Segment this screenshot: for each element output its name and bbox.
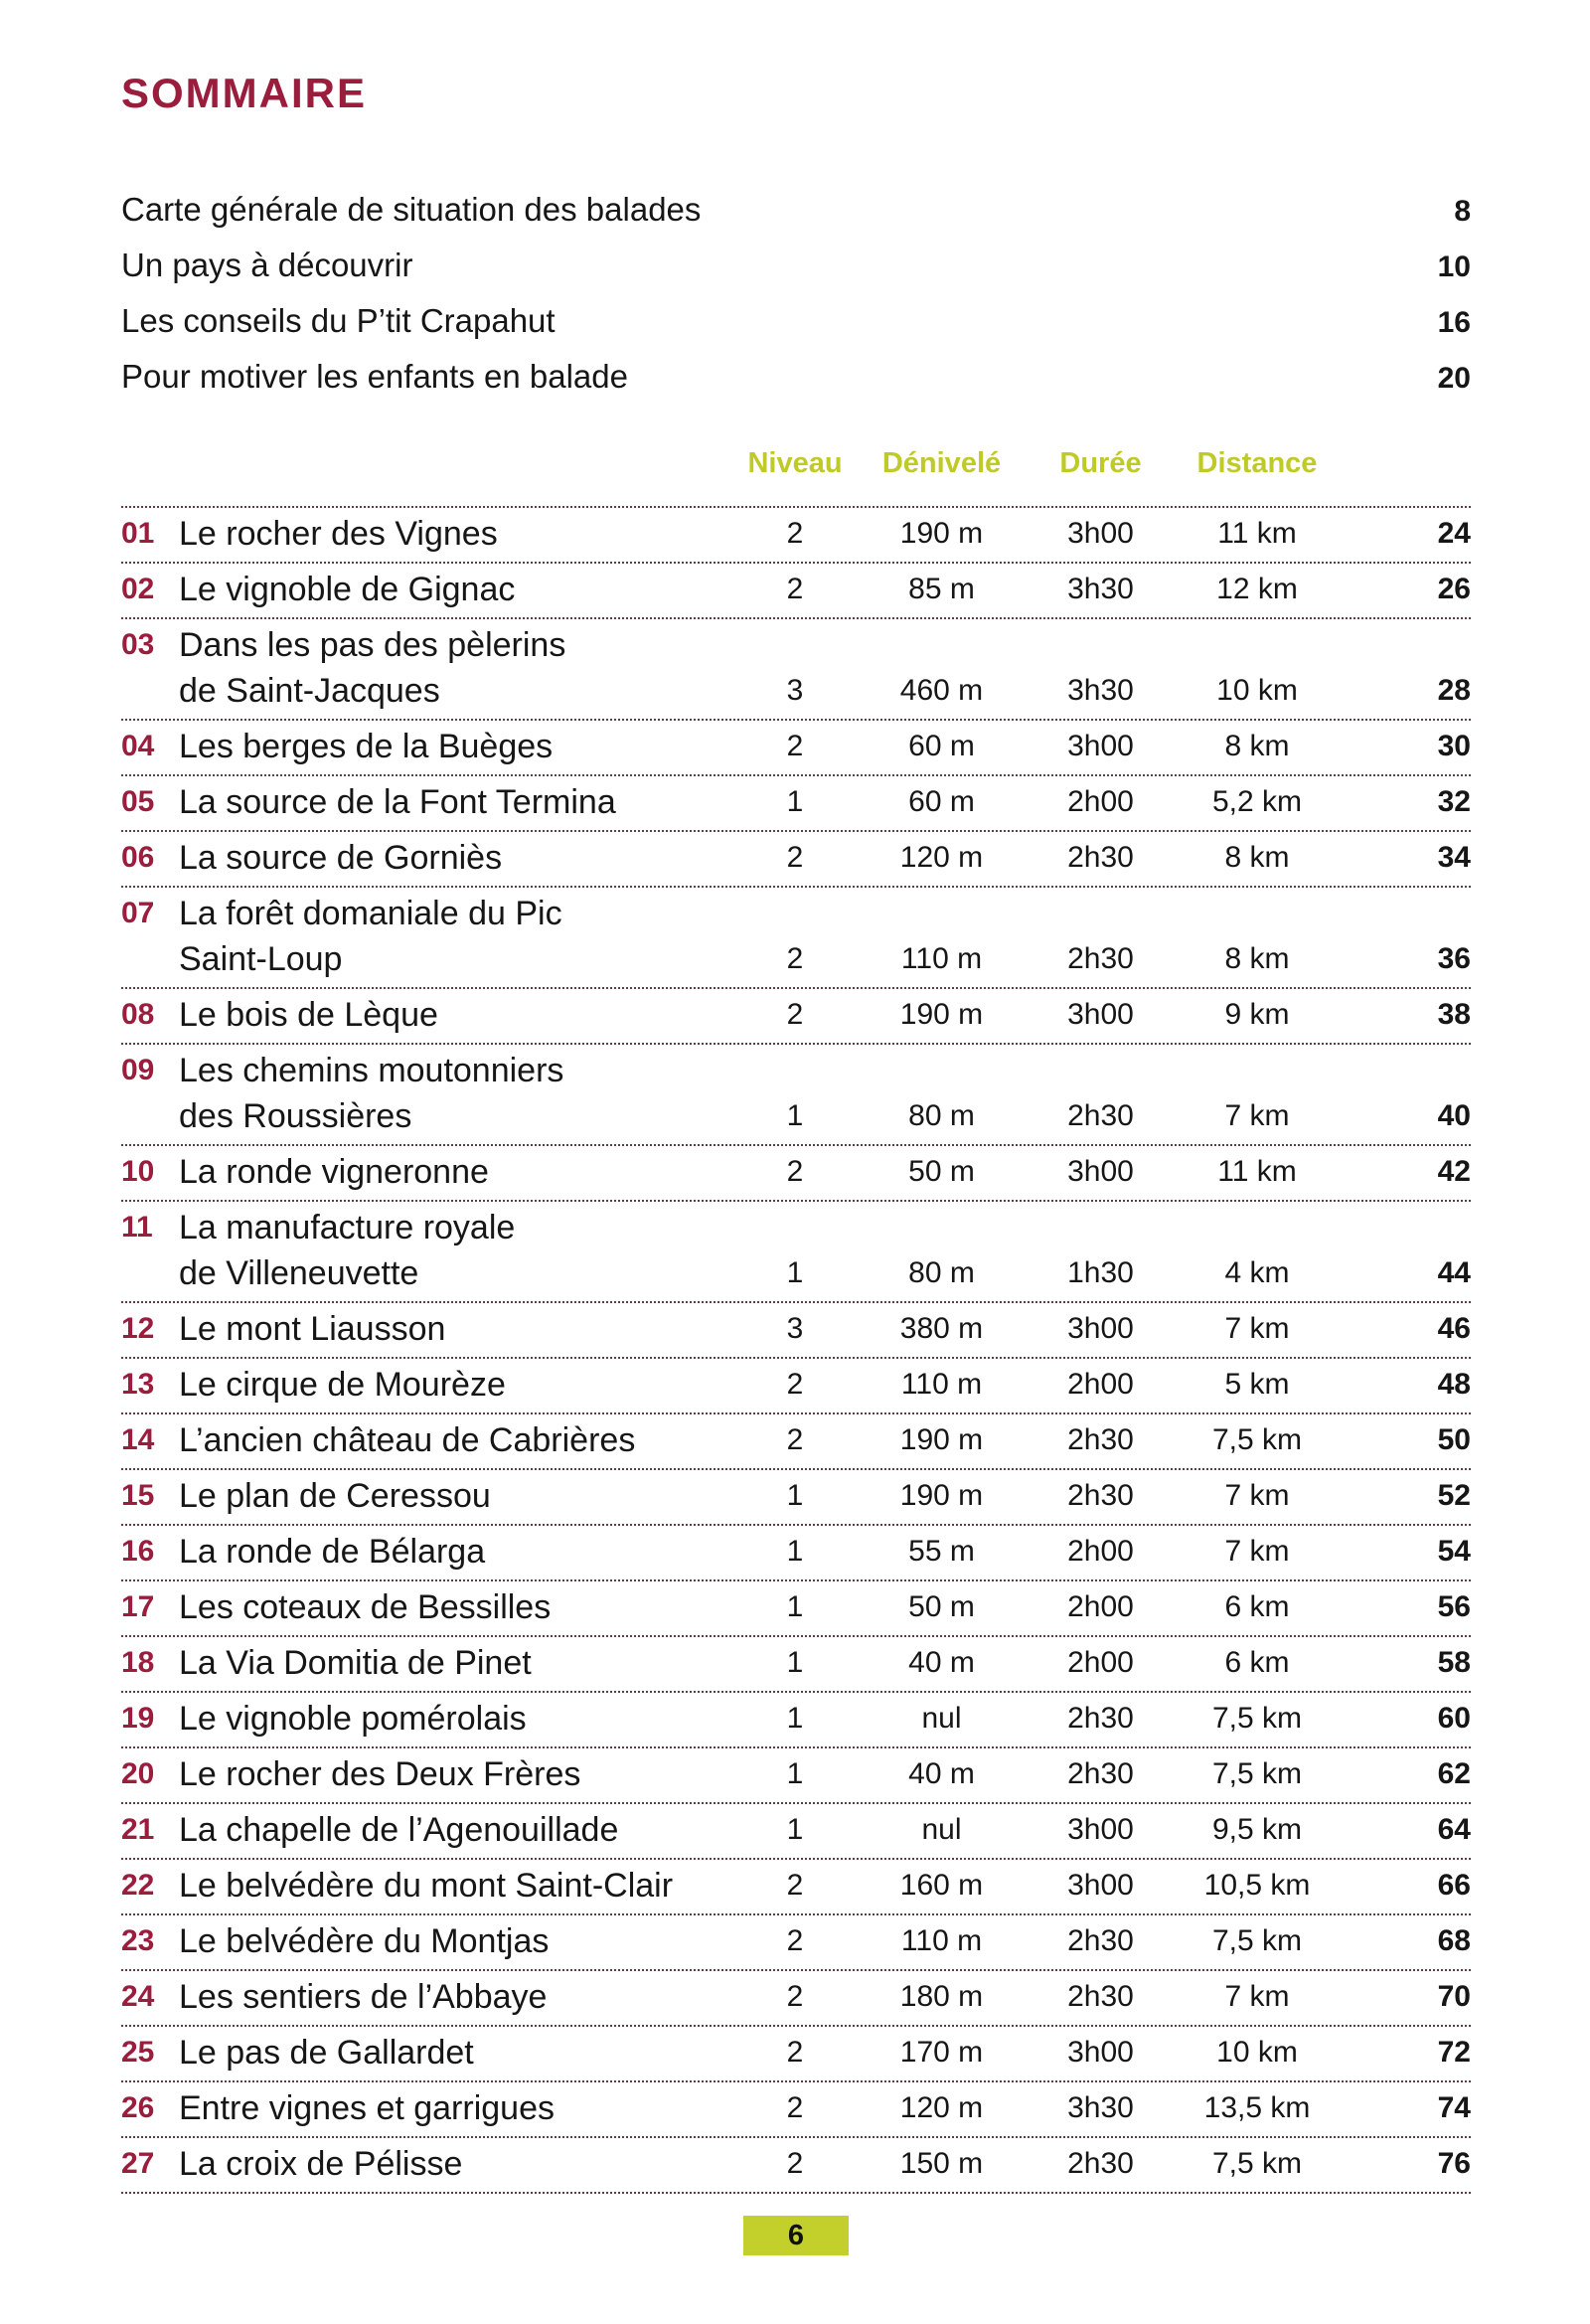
- entry-niveau: 2: [786, 1423, 804, 1456]
- entry-title: Le vignoble pomérolais: [179, 1700, 527, 1738]
- entry-title: Le vignoble de Gignac: [179, 571, 516, 608]
- entry-duree: 2h00: [1067, 1590, 1134, 1623]
- entry-page-number: 58: [1437, 1646, 1471, 1679]
- entry-niveau: 2: [786, 1869, 804, 1902]
- entry-denivele: 50 m: [908, 1155, 975, 1188]
- entry-number: 15: [121, 1479, 155, 1512]
- entry-niveau: 2: [786, 1155, 804, 1188]
- intro-item: [121, 302, 1471, 358]
- entry-number: 18: [121, 1646, 155, 1679]
- entry-denivele: 190 m: [899, 517, 984, 550]
- entry-title: La chapelle de l’Agenouillade: [179, 1811, 619, 1849]
- entry-denivele: 120 m: [899, 841, 984, 874]
- entry-number: 17: [121, 1590, 155, 1623]
- entry-number: 22: [121, 1869, 155, 1902]
- entry-distance: 7 km: [1224, 1479, 1290, 1512]
- entry-denivele: 380 m: [899, 1312, 984, 1345]
- table-row: [121, 776, 1471, 832]
- entry-distance: 5,2 km: [1211, 785, 1303, 818]
- entry-denivele: 85 m: [908, 573, 975, 605]
- entry-distance: 8 km: [1224, 841, 1290, 874]
- header-spacer-title: [179, 447, 735, 480]
- entry-page-number: 60: [1437, 1702, 1471, 1735]
- intro-list: [121, 191, 1471, 414]
- intro-item-label: Les conseils du P’tit Crapahut: [121, 302, 556, 339]
- entry-distance: 4 km: [1224, 1256, 1290, 1289]
- entry-title: La Via Domitia de Pinet: [179, 1644, 532, 1682]
- entry-duree: 2h00: [1067, 785, 1134, 818]
- entry-distance: 7 km: [1224, 1099, 1290, 1132]
- entry-niveau: 2: [786, 1368, 804, 1401]
- table-row: [121, 721, 1471, 776]
- entry-title: La ronde de Bélarga: [179, 1533, 486, 1571]
- entry-duree: 3h00: [1067, 517, 1134, 550]
- table-row: [121, 1202, 1471, 1303]
- entry-page-number: 50: [1437, 1423, 1471, 1456]
- intro-item-page-number: 10: [1437, 250, 1471, 283]
- table-row: [121, 1804, 1471, 1860]
- entry-niveau: 2: [786, 841, 804, 874]
- entry-title: La croix de Pélisse: [179, 2145, 463, 2183]
- entry-duree: 3h00: [1067, 730, 1134, 762]
- intro-item-label: Pour motiver les enfants en balade: [121, 358, 628, 395]
- entry-number: 08: [121, 998, 155, 1031]
- entry-denivele: 80 m: [908, 1099, 975, 1132]
- entry-number: 26: [121, 2091, 155, 2124]
- entry-niveau: 3: [786, 674, 804, 707]
- entry-page-number: 76: [1437, 2147, 1471, 2180]
- table-row: [121, 1971, 1471, 2027]
- entry-duree: 3h00: [1067, 2036, 1134, 2069]
- entry-denivele: 190 m: [899, 998, 984, 1031]
- entry-title: Le mont Liausson: [179, 1310, 446, 1348]
- entry-page-number: 34: [1437, 841, 1471, 874]
- entry-number: 05: [121, 785, 155, 818]
- table-row: [121, 2138, 1471, 2194]
- entry-page-number: 66: [1437, 1869, 1471, 1902]
- entry-page-number: 30: [1437, 730, 1471, 762]
- table-row: [121, 1915, 1471, 1971]
- intro-item: [121, 358, 1471, 414]
- intro-item: [121, 191, 1471, 247]
- page-title: SOMMAIRE: [121, 70, 367, 116]
- entry-number: 07: [121, 897, 155, 929]
- entry-denivele: 80 m: [908, 1256, 975, 1289]
- column-header-distance: Distance: [1196, 447, 1318, 479]
- table-row: [121, 1359, 1471, 1414]
- column-header-niveau: Niveau: [747, 447, 843, 479]
- entry-title: La ronde vigneronne: [179, 1153, 489, 1191]
- entry-page-number: 64: [1437, 1813, 1471, 1846]
- entry-page-number: 32: [1437, 785, 1471, 818]
- entry-denivele: 150 m: [899, 2147, 984, 2180]
- entry-duree: 3h00: [1067, 1155, 1134, 1188]
- entry-number: 09: [121, 1054, 155, 1086]
- entry-duree: 1h30: [1067, 1256, 1134, 1289]
- entry-number: 04: [121, 730, 155, 762]
- entry-niveau: 3: [786, 1312, 804, 1345]
- intro-item-page-number: 20: [1437, 362, 1471, 395]
- entry-number: 21: [121, 1813, 155, 1846]
- toc-table-body: [121, 506, 1471, 2194]
- entry-distance: 7 km: [1224, 1535, 1290, 1568]
- entry-page-number: 72: [1437, 2036, 1471, 2069]
- entry-niveau: 2: [786, 942, 804, 975]
- intro-item-label: Un pays à découvrir: [121, 247, 413, 283]
- entry-duree: 3h00: [1067, 1869, 1134, 1902]
- entry-denivele: 110 m: [900, 942, 983, 975]
- entry-title: Dans les pas des pèlerins de Saint-Jacques: [179, 626, 566, 710]
- entry-distance: 7,5 km: [1211, 1702, 1303, 1735]
- table-row: [121, 1637, 1471, 1693]
- entry-page-number: 56: [1437, 1590, 1471, 1623]
- table-row: [121, 1045, 1471, 1146]
- entry-niveau: 1: [786, 1757, 804, 1790]
- table-row: [121, 619, 1471, 721]
- entry-niveau: 2: [786, 2036, 804, 2069]
- entry-distance: 10 km: [1216, 674, 1298, 707]
- intro-item-page-number: 16: [1437, 306, 1471, 339]
- table-row: [121, 1303, 1471, 1359]
- entry-page-number: 74: [1437, 2091, 1471, 2124]
- entry-distance: 13,5 km: [1203, 2091, 1311, 2124]
- entry-duree: 3h00: [1067, 1312, 1134, 1345]
- table-row: [121, 832, 1471, 888]
- entry-duree: 2h30: [1067, 942, 1134, 975]
- entry-duree: 2h30: [1067, 1423, 1134, 1456]
- entry-duree: 2h30: [1067, 1757, 1134, 1790]
- entry-title: L’ancien château de Cabrières: [179, 1421, 636, 1459]
- entry-title: Le belvédère du Montjas: [179, 1922, 550, 1960]
- entry-title: Le pas de Gallardet: [179, 2034, 474, 2072]
- entry-number: 13: [121, 1368, 155, 1401]
- entry-niveau: 1: [786, 1813, 804, 1846]
- entry-denivele: 60 m: [908, 730, 975, 762]
- entry-duree: 3h30: [1067, 2091, 1134, 2124]
- entry-page-number: 46: [1437, 1312, 1471, 1345]
- entry-title: Les sentiers de l’Abbaye: [179, 1978, 548, 2016]
- entry-duree: 2h30: [1067, 2147, 1134, 2180]
- entry-niveau: 1: [786, 1646, 804, 1679]
- entry-page-number: 24: [1437, 517, 1471, 550]
- entry-page-number: 62: [1437, 1757, 1471, 1790]
- entry-denivele: 160 m: [899, 1869, 984, 1902]
- toc-column-headers: [121, 447, 1471, 480]
- folio-number: 6: [787, 2219, 805, 2251]
- entry-duree: 2h30: [1067, 1099, 1134, 1132]
- entry-distance: 10 km: [1216, 2036, 1298, 2069]
- entry-title: La forêt domaniale du Pic Saint-Loup: [179, 895, 562, 978]
- page-footer: [121, 2216, 1471, 2255]
- entry-duree: 2h00: [1067, 1535, 1134, 1568]
- entry-denivele: 110 m: [900, 1368, 983, 1401]
- header-spacer-page: [1342, 447, 1471, 480]
- entry-distance: 8 km: [1224, 942, 1290, 975]
- entry-distance: 6 km: [1224, 1590, 1290, 1623]
- intro-item-page-number: 8: [1454, 195, 1471, 228]
- entry-denivele: 170 m: [899, 2036, 984, 2069]
- entry-page-number: 36: [1437, 942, 1471, 975]
- entry-page-number: 40: [1437, 1099, 1471, 1132]
- entry-page-number: 28: [1437, 674, 1471, 707]
- entry-distance: 7 km: [1224, 1312, 1290, 1345]
- entry-number: 25: [121, 2036, 155, 2069]
- folio-box: [743, 2216, 849, 2255]
- column-header-denivele: Dénivelé: [881, 447, 1002, 479]
- entry-page-number: 52: [1437, 1479, 1471, 1512]
- table-row: [121, 2082, 1471, 2138]
- entry-duree: 3h30: [1067, 573, 1134, 605]
- entry-denivele: nul: [921, 1813, 962, 1846]
- entry-title: Les chemins moutonniers des Roussières: [179, 1052, 564, 1135]
- entry-niveau: 2: [786, 2147, 804, 2180]
- entry-denivele: 50 m: [908, 1590, 975, 1623]
- entry-niveau: 1: [786, 1590, 804, 1623]
- entry-distance: 8 km: [1224, 730, 1290, 762]
- entry-denivele: 40 m: [908, 1757, 975, 1790]
- entry-denivele: 190 m: [899, 1423, 984, 1456]
- entry-page-number: 68: [1437, 1924, 1471, 1957]
- entry-distance: 12 km: [1216, 573, 1298, 605]
- entry-number: 11: [121, 1211, 153, 1244]
- entry-distance: 6 km: [1224, 1646, 1290, 1679]
- entry-title: Le rocher des Vignes: [179, 515, 498, 553]
- table-row: [121, 508, 1471, 564]
- entry-niveau: 2: [786, 573, 804, 605]
- table-row: [121, 1581, 1471, 1637]
- table-row: [121, 564, 1471, 619]
- table-row: [121, 1146, 1471, 1202]
- entry-page-number: 26: [1437, 573, 1471, 605]
- entry-denivele: nul: [921, 1702, 962, 1735]
- entry-niveau: 1: [786, 1256, 804, 1289]
- table-row: [121, 1414, 1471, 1470]
- entry-title: Le bois de Lèque: [179, 996, 438, 1034]
- entry-title: Le rocher des Deux Frères: [179, 1755, 581, 1793]
- entry-number: 10: [121, 1155, 155, 1188]
- entry-title: Le belvédère du mont Saint-Clair: [179, 1867, 674, 1905]
- entry-niveau: 1: [786, 785, 804, 818]
- table-row: [121, 1526, 1471, 1581]
- entry-number: 03: [121, 628, 155, 661]
- entry-distance: 11 km: [1217, 1155, 1297, 1188]
- entry-distance: 7,5 km: [1211, 2147, 1303, 2180]
- entry-number: 20: [121, 1757, 155, 1790]
- entry-duree: 2h00: [1067, 1368, 1134, 1401]
- entry-page-number: 42: [1437, 1155, 1471, 1188]
- entry-distance: 9 km: [1224, 998, 1290, 1031]
- entry-niveau: 2: [786, 1980, 804, 2013]
- entry-number: 23: [121, 1924, 155, 1957]
- table-row: [121, 2027, 1471, 2082]
- entry-title: Entre vignes et garrigues: [179, 2089, 555, 2127]
- entry-duree: 2h30: [1067, 841, 1134, 874]
- entry-page-number: 70: [1437, 1980, 1471, 2013]
- entry-duree: 2h30: [1067, 1980, 1134, 2013]
- table-row: [121, 888, 1471, 989]
- intro-item: [121, 247, 1471, 302]
- table-row: [121, 989, 1471, 1045]
- entry-distance: 11 km: [1217, 517, 1297, 550]
- entry-number: 01: [121, 517, 155, 550]
- entry-title: Le plan de Ceressou: [179, 1477, 491, 1515]
- table-row: [121, 1693, 1471, 1748]
- entry-number: 19: [121, 1702, 155, 1735]
- entry-number: 12: [121, 1312, 155, 1345]
- entry-page-number: 38: [1437, 998, 1471, 1031]
- entry-distance: 7,5 km: [1211, 1924, 1303, 1957]
- entry-duree: 2h00: [1067, 1646, 1134, 1679]
- table-row: [121, 1748, 1471, 1804]
- table-row: [121, 1860, 1471, 1915]
- entry-niveau: 2: [786, 2091, 804, 2124]
- entry-number: 24: [121, 1980, 155, 2013]
- entry-title: La manufacture royale de Villeneuvette: [179, 1209, 516, 1292]
- entry-duree: 2h30: [1067, 1479, 1134, 1512]
- entry-page-number: 48: [1437, 1368, 1471, 1401]
- entry-number: 02: [121, 573, 155, 605]
- entry-denivele: 180 m: [899, 1980, 984, 2013]
- entry-distance: 10,5 km: [1203, 1869, 1311, 1902]
- entry-niveau: 2: [786, 998, 804, 1031]
- entry-denivele: 120 m: [899, 2091, 984, 2124]
- entry-distance: 5 km: [1224, 1368, 1290, 1401]
- entry-duree: 2h30: [1067, 1702, 1134, 1735]
- entry-number: 16: [121, 1535, 155, 1568]
- entry-title: La source de la Font Termina: [179, 783, 616, 821]
- entry-duree: 3h30: [1067, 674, 1134, 707]
- entry-niveau: 1: [786, 1099, 804, 1132]
- entry-niveau: 2: [786, 517, 804, 550]
- entry-distance: 7,5 km: [1211, 1757, 1303, 1790]
- entry-denivele: 190 m: [899, 1479, 984, 1512]
- entry-niveau: 1: [786, 1702, 804, 1735]
- entry-duree: 3h00: [1067, 998, 1134, 1031]
- entry-denivele: 55 m: [908, 1535, 975, 1568]
- entry-denivele: 460 m: [899, 674, 984, 707]
- entry-niveau: 2: [786, 730, 804, 762]
- entry-denivele: 40 m: [908, 1646, 975, 1679]
- entry-title: Les berges de la Buèges: [179, 728, 554, 765]
- entry-number: 14: [121, 1423, 155, 1456]
- entry-duree: 2h30: [1067, 1924, 1134, 1957]
- entry-title: Le cirque de Mourèze: [179, 1366, 506, 1404]
- header-spacer-num: [121, 447, 179, 480]
- entry-number: 27: [121, 2147, 155, 2180]
- table-row: [121, 1470, 1471, 1526]
- entry-number: 06: [121, 841, 155, 874]
- entry-niveau: 2: [786, 1924, 804, 1957]
- entry-niveau: 1: [786, 1535, 804, 1568]
- intro-item-label: Carte générale de situation des balades: [121, 191, 702, 228]
- entry-denivele: 60 m: [908, 785, 975, 818]
- column-header-duree: Durée: [1059, 447, 1142, 479]
- entry-niveau: 1: [786, 1479, 804, 1512]
- entry-distance: 9,5 km: [1211, 1813, 1303, 1846]
- entry-page-number: 54: [1437, 1535, 1471, 1568]
- entry-title: La source de Gorniès: [179, 839, 503, 877]
- entry-distance: 7,5 km: [1211, 1423, 1303, 1456]
- entry-distance: 7 km: [1224, 1980, 1290, 2013]
- entry-denivele: 110 m: [900, 1924, 983, 1957]
- entry-duree: 3h00: [1067, 1813, 1134, 1846]
- entry-title: Les coteaux de Bessilles: [179, 1588, 552, 1626]
- entry-page-number: 44: [1437, 1256, 1471, 1289]
